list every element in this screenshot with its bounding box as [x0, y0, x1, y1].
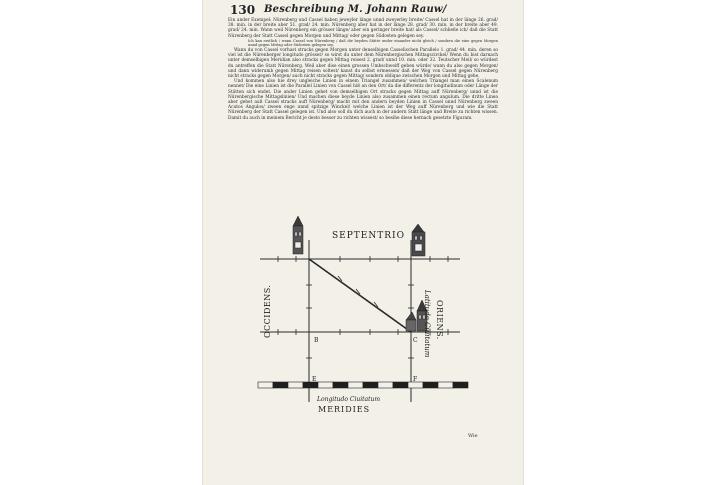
scale-segment [453, 382, 468, 388]
label-septentrio: SEPTENTRIO [332, 231, 405, 241]
scale-segment [333, 382, 348, 388]
catchword: Wie [468, 433, 478, 439]
label-longitudo: Longitudo Ciuitatum [317, 396, 381, 403]
label-latitudo: Latitudo Ciuitatum [423, 290, 431, 358]
scale-segment [423, 382, 438, 388]
page-number: 130 [230, 3, 256, 17]
paragraph-2-small: Ich kan erstlich / wann Cassel von Nürenberg / daß die beyden Stätte under einander nicht gleich / sondern die eine gegen Morgen unnd gegen Mittag oder Südosten gelegen sey. [248, 38, 498, 48]
scale-segment [438, 382, 453, 388]
label-meridies: MERIDIES [318, 405, 371, 414]
scale-segment [258, 382, 273, 388]
scale-segment [393, 382, 408, 388]
scale-segment [363, 382, 378, 388]
point-label-e: E [312, 376, 317, 383]
running-title: Beschreibung M. Johann Rauw/ [264, 4, 447, 15]
point-label-c: C [413, 337, 418, 344]
paragraph-4: Und kommen also hie drey ungleiche Linien in einem Triangel zusammen/ welchen Triangel man einen Scalenum nennet/ Die eine Linien ist die Parallel Linien von Cassel biß an den Ort/ da die differentz der longitudinum oder Länge der Stätten sich endet. Die ander Linien gehet von demselbigen Ort stracks gegen Mittag auff Nürenberg/ unnd ist die Nürenbergische Mittagslinien/ Und machen diese beyde Linien also zusammen einen rectum angulum. Die dritte Linea aber gehet auß Cassel stracks auff Nürenberg/ macht mit den andern beyden Linien in Cassel unnd Nürenberg zween Acutos Angulos/ zween enge unnd spitzige Winckel/ welche Linien ist der Weg auff Nürenberg und wie die Statt Nürenberg der Statt Cassel gelegen ist. Und also soll du dich auch in der andern Stätt länge und Breite zu richten wissen. Damit du auch in meinem Bericht je desto besser zu richten wissest/ so besihe diese hernach gesetzte Figuram. [228, 79, 498, 121]
scale-segment [288, 382, 303, 388]
point-label-b: B [314, 337, 319, 344]
label-occidens: OCCIDENS. [263, 284, 272, 338]
longitude-scale-bar [258, 382, 468, 388]
scale-segment [318, 382, 333, 388]
label-oriens: ORIENS. [435, 300, 444, 340]
scale-segment [273, 382, 288, 388]
paragraph-3: Wann du von Cassel vorhast stracks gegen Morgen unter denselbigen Casselischen Parallelo 1. grad/ 44. min. deren so viel ist die Nürenberger longitudo grösser/ so wirst du unter dem Nürenbergischen Mittagscirckel/ Wenn du bist darnach unter demselbigen Meridian also stracks gegen Mittag reisest 2. grad/ unnd 10. min. oder 32. Teutscher Meil/ so würdest du antreffen die Statt Nürenberg. Weil aber dise einen grossen Umbschweiff geben würde/ wann du also gegen Morgen/ und dann widerumb gegen Mittag reisen soltest/ kanst du selbst ermessen/ daß der Weg von Cassel gegen Nürenberg nicht stracks gegen Morgen/ auch nicht stracks gegen Mittag/ sondern oblique zwischen Morgen und Mittag gehe. [228, 48, 498, 80]
point-label-f: F [413, 376, 418, 383]
scale-segment [348, 382, 363, 388]
church-icon-left [293, 216, 303, 254]
diagonal-route-line [309, 259, 411, 332]
city-icon-top-right [412, 224, 425, 256]
paragraph-1: Ein ander Exempel: Nürenberg und Cassel haben jeweyler länge unnd zweyerley breite/ Cassel hat in der länge 26. grad/ 38. min. in der breite aber 51. grad/ 24. min. Nürenberg aber hat in der länge 28. grad/ 30. min. in der breite aber 49. grad/ 24. min. Wann weil Nürenberg ein grösser länge/ aber ein geringer breite hat/ als Cassel/ schließe ich/ daß die Statt Nürenberg der Statt Cassel gegen Morgen und Mittag/ oder gegen Südosten gelegen sey. [228, 18, 498, 39]
scale-segment [378, 382, 393, 388]
